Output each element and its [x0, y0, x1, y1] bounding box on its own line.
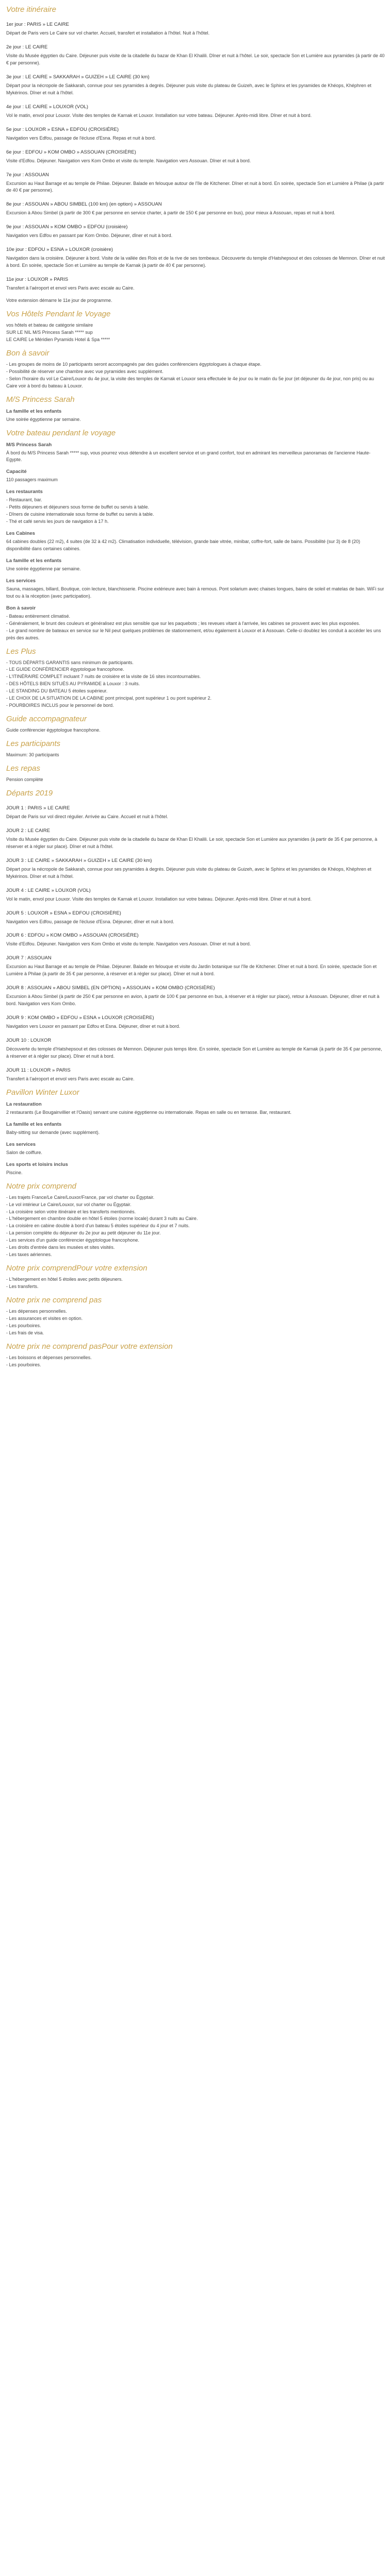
day-title: 3e jour : LE CAIRE » SAKKARAH » GUIZEH » LE CAIRE (30 km)	[6, 74, 150, 80]
paragraph: Pension complète	[6, 776, 43, 782]
subsection-heading: Les sports et loisirs inclus	[6, 1161, 68, 1167]
paragraph: Une soirée égyptienne par semaine.	[6, 566, 81, 571]
paragraph: Navigation vers Edfou, passage de l'écluse d'Esna. Repas et nuit à bord.	[6, 135, 156, 141]
day-title: 10e jour : EDFOU » ESNA » LOUXOR (croisière)	[6, 247, 113, 253]
paragraph: Navigation vers Edfou en passant par Kom Ombo. Déjeuner, dîner et nuit à bord.	[6, 233, 173, 239]
paragraph: Départ pour la nécropole de Sakkarah, connue pour ses pyramides à degrés. Déjeuner puis visite du plateau de Guizeh, avec le Sphinx et les pyramides de Khéops, Khéphren et Mykérinos. Dîner et nuit à l'hôtel.	[6, 866, 371, 879]
day-title: 4e jour : LE CAIRE » LOUXOR (VOL)	[6, 104, 88, 110]
day-title: 9e jour : ASSOUAN » KOM OMBO » EDFOU (croisière)	[6, 224, 128, 230]
day-title: JOUR 9 : KOM OMBO » EDFOU » ESNA » LOUXOR (CROISIÈRE)	[6, 1015, 154, 1021]
section-heading: Les participants	[6, 739, 61, 748]
paragraph: Transfert à l'aéroport et envol vers Paris avec escale au Caire.	[6, 1076, 135, 1081]
paragraph: Votre extension démarre le 11e jour de programme.	[6, 298, 112, 303]
day-title: JOUR 11 : LOUXOR » PARIS	[6, 1067, 71, 1073]
section-heading: Les repas	[6, 764, 40, 773]
paragraph: 64 cabines doubles (22 m2), 4 suites (de 32 à 42 m2). Climatisation individuelle, télévision, grande baie vitrée, minibar, coffre-fort, salle de bains. Possibilité (sur 3) de 8 (20) disponibilité dans certaines cabines.	[6, 539, 361, 551]
paragraph: Départ pour la nécropole de Sakkarah, connue pour ses pyramides à degrés. Déjeuner puis visite du plateau de Guizeh, avec le Sphinx et les pyramides de Khéops, Khéphren et Mykérinos. Dîner et nuit à l'hôtel.	[6, 82, 371, 95]
paragraph: vos hôtels et bateau de catégorie similaire SUR LE NIL M/S Princess Sarah ***** sup LE CAIRE Le Méridien Pyramids Hotel & Spa *****	[6, 323, 110, 342]
paragraph: À bord du M/S Princess Sarah ***** sup, vous pourrez vous détendre à un excellent service et un grand confort, tout en admirant les merveilleux panoramas de l'ancienne Haute-Egypte.	[6, 450, 371, 463]
paragraph: Visite d'Edfou. Déjeuner. Navigation vers Kom Ombo et visite du temple. Navigation vers Assouan. Dîner et nuit à bord.	[6, 158, 251, 163]
day-title: 5e jour : LOUXOR » ESNA » EDFOU (CROISIÈRE)	[6, 126, 119, 132]
subsection-heading: La restauration	[6, 1101, 42, 1107]
section-heading: Départs 2019	[6, 788, 53, 798]
subsection-heading: La famille et les enfants	[6, 557, 62, 564]
day-title: JOUR 1 : PARIS » LE CAIRE	[6, 805, 70, 811]
section-heading: Guide accompagnateur	[6, 715, 87, 724]
day-title: JOUR 3 : LE CAIRE » SAKKARAH » GUIZEH » LE CAIRE (30 km)	[6, 857, 152, 863]
subsection-heading: Les services	[6, 1141, 36, 1147]
section-heading: Votre bateau pendant le voyage	[6, 428, 116, 437]
day-title: 7e jour : ASSOUAN	[6, 172, 49, 178]
paragraph: Une soirée égyptienne par semaine.	[6, 416, 81, 422]
document-body	[6, 5, 385, 1369]
day-title: 2e jour : LE CAIRE	[6, 44, 48, 50]
paragraph: Visite du Musée égyptien du Caire. Déjeuner puis visite de la citadelle du bazar de Khan El Khalili. Le soir, spectacle Son et Lumière aux pyramides (à partir de 35 € par personne, à réserver et à régler sur place). Dîner et nuit à l'hôtel.	[6, 836, 378, 849]
day-title: JOUR 6 : EDFOU » KOM OMBO » ASSOUAN (CROISIÈRE)	[6, 933, 139, 939]
paragraph: Excursion au Haut Barrage et au temple de Philae. Déjeuner. Balade en felouque autour de l'île de Kitchener. Dîner et nuit à bord. En soirée, spectacle Son et Lumière à Philae (à partir de 40 € par personne).	[6, 180, 384, 193]
paragraph: - Les boissons et dépenses personnelles. - Les pourboires.	[6, 1354, 92, 1367]
paragraph: - TOUS DÉPARTS GARANTIS sans minimum de participants. - LE GUIDE CONFÉRENCIER égyptologue francophone. - L'ITINÉRAIRE COMPLET incluant 7 nuits de croisière et la visite de 16 sites incontournables. - DES HÔTELS BIEN SITUÉS AU PYRAMIDE à Louxor : 3 nuits. - LE STANDING DU BATEAU 5 étoiles supérieur. - LE CHOIX DE LA SITUATION DE LA CABINE pont principal, pont supérieur 1 ou pont supérieur 2. - POURBOIRES INCLUS pour le personnel de bord.	[6, 659, 212, 708]
paragraph: Visite du Musée égyptien du Caire. Déjeuner puis visite de la citadelle du bazar de Khan El Khalili. Dîner et nuit à l'hôtel. Le soir, spectacle Son et Lumière aux pyramides (à partir de 40 € par personne).	[6, 53, 385, 65]
paragraph: - Les dépenses personnelles. - Les assurances et visites en option. - Les pourboires. - Les frais de visa.	[6, 1308, 83, 1335]
day-title: JOUR 2 : LE CAIRE	[6, 827, 50, 834]
subsection-heading: Les Cabines	[6, 531, 35, 537]
paragraph: - L'hébergement en hôtel 5 étoiles avec petits déjeuners. - Les transferts.	[6, 1277, 123, 1289]
section-heading: Les Plus	[6, 647, 36, 656]
paragraph: Vol le matin, envol pour Louxor. Visite des temples de Karnak et Louxor. Installation sur votre bateau. Déjeuner. Après-midi libre. Dîner et nuit à bord.	[6, 896, 312, 902]
paragraph: Départ de Paris sur vol direct régulier. Arrivée au Caire. Accueil et nuit à l'hôtel.	[6, 814, 168, 819]
subsection-heading: Les services	[6, 578, 36, 584]
paragraph: Excursion à Abou Simbel (à partir de 250 € par personne en avion, à partir de 100 € par personne en bus, à réserver et à régler sur place), retour à Assouan. Déjeuner, dîner et nuit à bord. Navigation vers Kom Ombo.	[6, 994, 380, 1007]
section-heading: Vos Hôtels Pendant le Voyage	[6, 310, 111, 318]
section-heading: M/S Princess Sarah	[6, 395, 75, 404]
section-heading: Notre prix comprendPour votre extension	[6, 1264, 148, 1273]
paragraph: - Restaurant, bar. - Petits déjeuners et déjeuners sous forme de buffet ou servis à table. - Dîners de cuisine internationale sous forme de buffet ou servis à table. - Thé et café servis les jours de navigation à 17 h.	[6, 497, 154, 524]
day-title: JOUR 10 : LOUXOR	[6, 1038, 52, 1044]
paragraph: Excursion au Haut Barrage et au temple de Philae. Déjeuner. Balade en felouque et visite du Jardin botanique sur l'île de Kitchener. Dîner et nuit à bord. En soirée, spectacle Son et Lumière à Philae (à partir de 35 € par personne, à réserver et à régler sur place). Dîner et nuit à bord.	[6, 964, 377, 977]
section-heading: Bon à savoir	[6, 348, 50, 358]
subsection-heading: La famille et les enfants	[6, 408, 62, 414]
paragraph: Navigation vers Edfou, passage de l'écluse d'Esna. Déjeuner, dîner et nuit à bord.	[6, 919, 174, 924]
paragraph: Maximum: 30 participants	[6, 752, 59, 757]
paragraph: - Les groupes de moins de 10 participants seront accompagnés par des guides conférenciers égyptologues à chaque étape. - Possibilité de réserver une chambre avec vue pyramides avec supplément. - Selon l'horaire du vol Le Caire/Louxor du 4e jour, la visite des temples de Karnak et Louxor sera effectuée le 4e jour ou le matin du 5e jour (et déjeuner du 4e jour, non pris) ou au Caire voir à bord du bateau à Louxor.	[6, 361, 374, 388]
paragraph: Départ de Paris vers Le Caire sur vol charter. Accueil, transfert et installation à l'hôtel. Nuit à l'hôtel.	[6, 30, 210, 36]
paragraph: Salon de coiffure.	[6, 1149, 42, 1155]
paragraph: - Les trajets France/Le Caire/Louxor/France, par vol charter ou Égyptair. - Le vol intérieur Le Caire/Louxor, sur vol charter ou Égyptair. - La croisière selon votre itinéraire et les transferts mentionnés. - L'hébergement en chambre double en hôtel 5 étoiles (norme locale) durant 3 nuits au Caire. - La croisière en cabine double à bord d'un bateau 5 étoiles supérieur du 4 jour et 7 nuits. - La pension complète du déjeuner du 2e jour au petit déjeuner du 11e jour. - Les services d'un guide conférencier égyptologue francophone. - Les droits d'entrée dans les musées et sites visités. - Les taxes aériennes.	[6, 1194, 198, 1258]
day-title: 11e jour : LOUXOR » PARIS	[6, 277, 69, 283]
paragraph: Découverte du temple d'Hatshepsout et des colosses de Memnon. Déjeuner puis temps libre. En soirée, spectacle Son et Lumière au temple de Karnak (à partir de 35 € par personne, à réserver et à régler sur place). Dîner et nuit à bord.	[6, 1046, 382, 1059]
paragraph: Navigation vers Louxor en passant par Edfou et Esna. Déjeuner, dîner et nuit à bord.	[6, 1024, 181, 1029]
subsection-heading: La famille et les enfants	[6, 1121, 62, 1127]
day-title: JOUR 8 : ASSOUAN » ABOU SIMBEL (EN OPTION) » ASSOUAN » KOM OMBO (CROISIÈRE)	[6, 985, 215, 991]
section-heading: Notre prix comprend	[6, 1181, 76, 1191]
paragraph: Transfert à l'aéroport et envol vers Paris avec escale au Caire.	[6, 285, 135, 291]
day-title: JOUR 7 : ASSOUAN	[6, 955, 52, 961]
day-title: 8e jour : ASSOUAN » ABOU SIMBEL (100 km) (en option) » ASSOUAN	[6, 201, 162, 208]
paragraph: Piscine.	[6, 1170, 23, 1175]
day-title: JOUR 4 : LE CAIRE » LOUXOR (VOL)	[6, 887, 91, 893]
paragraph: Vol le matin, envol pour Louxor. Visite des temples de Karnak et Louxor. Installation sur votre bateau. Déjeuner. Après-midi libre. Dîner et nuit à bord.	[6, 112, 312, 118]
paragraph: Sauna, massages, billard, Boutique, coin lecture, blanchisserie. Piscine extérieure avec bain à remous. Pont solarium avec chaises longues, bains de soleil et matelas de bain. WiFi sur tout ou à la réception (avec participation).	[6, 586, 384, 599]
day-title: 6e jour : EDFOU » KOM OMBO » ASSOUAN (CROISIÈRE)	[6, 149, 136, 155]
section-heading: Notre prix ne comprend pas	[6, 1295, 102, 1304]
subsection-heading: Capacité	[6, 469, 27, 475]
subsection-heading: Bon à savoir	[6, 605, 36, 611]
day-title: JOUR 5 : LOUXOR » ESNA » EDFOU (CROISIÈRE)	[6, 910, 121, 916]
paragraph: Guide conférencier égyptologue francophone.	[6, 727, 101, 733]
paragraph: Navigation dans la croisière. Déjeuner à bord. Visite de la vallée des Rois et de la rive de ses tombeaux. Découverte du temple d'Hatshepsout et des colosses de Memnon. Dîner et nuit à bord. En soirée, spectacle Son et Lumière au temple de Karnak (à partir de 40 € par personne).	[6, 256, 385, 268]
section-heading: Notre prix ne comprend pasPour votre extension	[6, 1342, 173, 1351]
subsection-heading: M/S Princess Sarah	[6, 442, 52, 448]
paragraph: 2 restaurants (Le Bougainvillier et l'Oasis) servant une cuisine égyptienne ou internationale. Repas en salle ou en terrasse. Bar, restaurant.	[6, 1109, 292, 1115]
section-heading: Pavillon Winter Luxor	[6, 1088, 79, 1097]
day-title: 1er jour : PARIS » LE CAIRE	[6, 22, 69, 27]
paragraph: - Bateau entièrement climatisé. - Généralement, le brunt des couleurs et généralisez est plus sensible que sur les paquebots ; les reveues vitant à l'arrivée, les cabines se prouvent avec les plus exposées. - Le grand nombre de bateaux en service sur le Nil peut quelques problèmes de stationnement, et/ou également à Louxor et à Assouan. Celle-ci doublez les conduit à accéder les uns près des autres.	[6, 613, 381, 640]
paragraph: Baby-sitting sur demande (avec supplément).	[6, 1129, 100, 1135]
paragraph: 110 passagers maximum	[6, 477, 58, 483]
subsection-heading: Les restaurants	[6, 489, 43, 495]
paragraph: Visite d'Edfou. Déjeuner. Navigation vers Kom Ombo et visite du temple. Navigation vers Assouan. Dîner et nuit à bord.	[6, 941, 251, 947]
section-heading: Votre itinéraire	[6, 5, 56, 14]
paragraph: Excursion à Abou Simbel (à partir de 300 € par personne en service charter, à partir de 150 € par personne en bus), pour mieux à Assouan, repas et nuit à bord.	[6, 210, 335, 216]
